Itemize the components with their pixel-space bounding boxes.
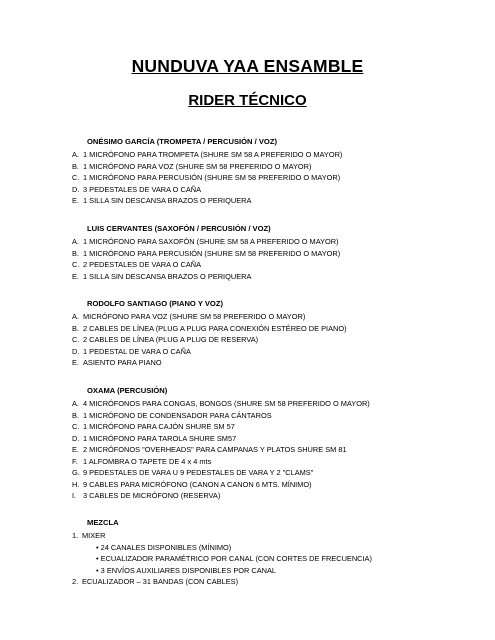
section-title: MEZCLA xyxy=(87,518,119,527)
list-item: C. 2 PEDESTALES DE VARA O CAÑA xyxy=(72,260,202,269)
list-item: • ECUALIZADOR PARAMÉTRICO POR CANAL (CON CORTES DE FRECUENCIA) xyxy=(96,554,372,563)
list-item: 1. MIXER xyxy=(72,531,106,540)
list-item: D. 1 MICRÓFONO PARA TAROLA SHURE SM57 xyxy=(72,433,237,443)
list-item: E. ASIENTO PARA PIANO xyxy=(72,358,162,367)
list-item: D. 3 PEDESTALES DE VARA O CAÑA xyxy=(72,184,202,194)
section-title: RODOLFO SANTIAGO (PIANO Y VOZ) xyxy=(87,299,223,308)
list-item: B. 1 MICRÓFONO PARA PERCUSIÓN (SHURE SM 58 PREFERIDO O MAYOR) xyxy=(72,248,341,258)
list-item: A. 4 MICRÓFONOS PARA CONGAS, BONGOS (SHURE SM 58 PREFERIDO O MAYOR) xyxy=(72,399,370,408)
list-item: A. 1 MICRÓFONO PARA SAXOFÓN (SHURE SM 58 A PREFERIDO O MAYOR) xyxy=(72,237,339,246)
section-title: LUIS CERVANTES (SAXOFÓN / PERCUSIÓN / VOZ) xyxy=(87,224,271,233)
list-item: E. 1 SILLA SIN DESCANSA BRAZOS O PERIQUERA xyxy=(72,271,252,281)
list-item: F. 1 ALFOMBRA O TAPETE DE 4 x 4 mts xyxy=(72,456,212,466)
section-title: OXAMA (PERCUSIÓN) xyxy=(87,386,168,395)
section-rodolfo xyxy=(0,299,495,369)
list-item: I. 3 CABLES DE MICRÓFONO (RESERVA) xyxy=(72,491,221,500)
list-item: A. 1 MICRÓFONO PARA TROMPETA (SHURE SM 58 A PREFERIDO O MAYOR) xyxy=(72,150,343,159)
section-luis xyxy=(0,224,495,282)
list-item: E. 1 SILLA SIN DESCANSA BRAZOS O PERIQUERA xyxy=(72,196,252,205)
document-subtitle: RIDER TÉCNICO xyxy=(188,92,307,109)
list-item: B. 2 CABLES DE LÍNEA (PLUG A PLUG PARA CONEXIÓN ESTÉREO DE PIANO) xyxy=(72,323,347,333)
list-item: D. 1 PEDESTAL DE VARA O CAÑA xyxy=(72,346,191,356)
list-item: C. 1 MICRÓFONO PARA PERCUSIÓN (SHURE SM 58 PREFERIDO O MAYOR) xyxy=(72,173,341,182)
list-item: E. 2 MICRÓFONOS "OVERHEADS" PARA CAMPANAS Y PLATOS SHURE SM 81 xyxy=(72,445,347,454)
list-item: C. 2 CABLES DE LÍNEA (PLUG A PLUG DE RESERVA) xyxy=(72,335,259,344)
document-title: NUNDUVA YAA ENSAMBLE xyxy=(131,56,364,76)
list-item: G. 9 PEDESTALES DE VARA U 9 PEDESTALES DE VARA Y 2 "CLAMS" xyxy=(72,468,314,477)
list-item: • 3 ENVÍOS AUXILIARES DISPONIBLES POR CANAL xyxy=(96,565,277,575)
list-item: 2. ECUALIZADOR – 31 BANDAS (CON CABLES) xyxy=(72,577,239,586)
list-item: C. 1 MICRÓFONO PARA CAJÓN SHURE SM 57 xyxy=(72,422,235,431)
list-item: B. 1 MICRÓFONO PARA VOZ (SHURE SM 58 PREFERIDO O MAYOR) xyxy=(72,161,312,171)
section-oxama xyxy=(0,386,495,502)
list-item: H. 9 CABLES PARA MICRÓFONO (CANON A CANON 6 MTS. MÍNIMO) xyxy=(72,479,312,489)
list-item: • 24 CANALES DISPONIBLES (MÍNIMO) xyxy=(96,542,232,552)
list-item: B. 1 MICRÓFONO DE CONDENSADOR PARA CÁNTAROS xyxy=(72,410,272,420)
list-item: A. MICRÓFONO PARA VOZ (SHURE SM 58 PREFERIDO O MAYOR) xyxy=(72,312,306,321)
section-title: ONÉSIMO GARCÍA (TROMPETA / PERCUSIÓN / VOZ) xyxy=(87,137,277,146)
section-mezcla xyxy=(0,518,495,588)
section-onesimo xyxy=(0,137,495,207)
